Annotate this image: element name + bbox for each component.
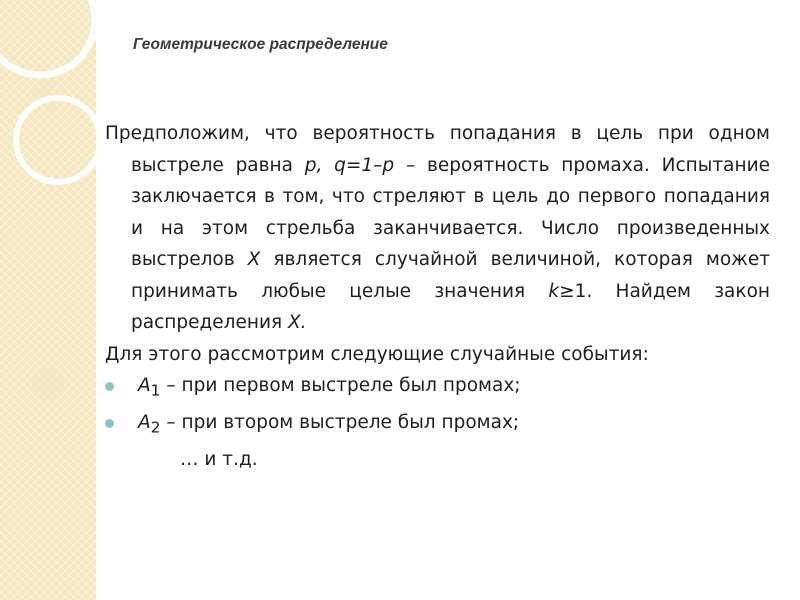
decorative-side-panel xyxy=(0,0,96,600)
intro-paragraph: Предположим, что вероятность попадания в цель при одном выстреле равна p, q=1–p – вероятность промаха. Испытание заключается в том, что стреляют в цель до первого попадания и на этом стрельба заканчивается. Число произведенных выстрелов X является случайной величиной, которая может принимать любые целые значения k≥1. Найдем закон распределения X. xyxy=(105,123,770,333)
bullet-icon xyxy=(105,419,114,428)
list-item: $A_1$ – при первом выстреле был промах; xyxy=(105,370,770,407)
events-intro-paragraph: Для этого рассмотрим следующие случайные события: xyxy=(105,343,649,365)
list-item: $A_2$ – при втором выстреле был промах; xyxy=(105,407,770,444)
continuation-text: … и т.д. xyxy=(180,449,258,471)
bullet-icon xyxy=(105,382,114,391)
slide-body xyxy=(105,118,770,476)
event-list xyxy=(105,370,770,444)
slide-title: Геометрическое распределение xyxy=(133,36,388,53)
decorative-ring-graphic xyxy=(0,0,96,600)
